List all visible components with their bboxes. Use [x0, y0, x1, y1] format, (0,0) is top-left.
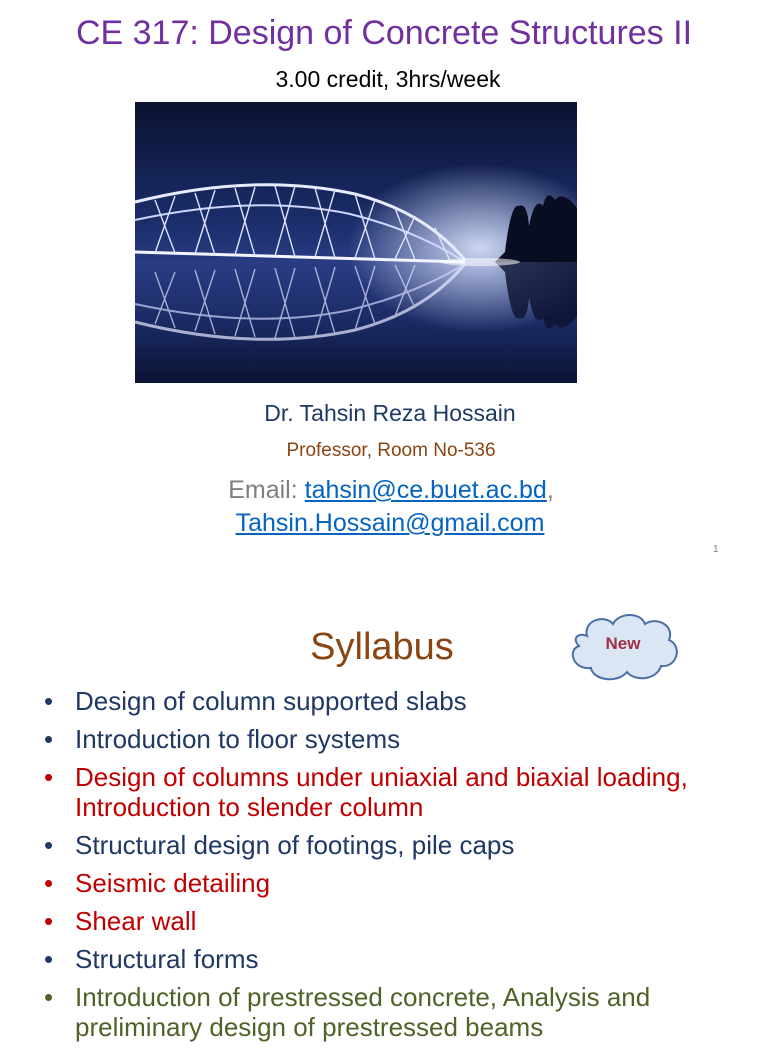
- syllabus-item: [44, 944, 764, 974]
- email-line-secondary: [0, 509, 780, 538]
- email-link-secondary[interactable]: Tahsin.Hossain@gmail.com: [235, 509, 545, 537]
- email-separator: ,: [546, 476, 554, 504]
- syllabus-item-text: Seismic detailing: [75, 868, 271, 898]
- syllabus-item-text: Introduction of prestressed concrete, Analysis and preliminary design of prestressed beams: [75, 982, 651, 1042]
- email-label: Email:: [228, 476, 305, 504]
- syllabus-item-text: Design of column supported slabs: [75, 686, 467, 716]
- bullet-glyph: •: [44, 944, 54, 974]
- syllabus-title: Syllabus: [310, 626, 454, 668]
- syllabus-list: [44, 686, 764, 1050]
- syllabus-item: [44, 762, 764, 822]
- new-badge: [565, 608, 683, 684]
- bullet-glyph: •: [44, 982, 54, 1012]
- instructor-name: Dr. Tahsin Reza Hossain: [264, 400, 516, 426]
- email-link-primary[interactable]: tahsin@ce.buet.ac.bd: [304, 476, 547, 504]
- syllabus-item-text: Shear wall: [75, 906, 197, 936]
- bullet-glyph: •: [44, 830, 54, 860]
- bullet-glyph: •: [44, 686, 54, 716]
- syllabus-item-text: Structural design of footings, pile caps: [75, 830, 515, 860]
- syllabus-item-text: Design of columns under uniaxial and biaxial loading, Introduction to slender column: [75, 762, 688, 822]
- slide-separator: [0, 576, 768, 586]
- syllabus-slide: [0, 586, 768, 1042]
- bullet-glyph: •: [44, 762, 54, 792]
- instructor-position: Professor, Room No-536: [286, 440, 496, 461]
- syllabus-item: [44, 906, 764, 936]
- page-number: 1: [713, 544, 719, 555]
- bridge-photo: [135, 102, 577, 383]
- badge-label: New: [605, 634, 641, 653]
- course-title: CE 317: Design of Concrete Structures II: [75, 14, 693, 52]
- bullet-glyph: •: [44, 868, 54, 898]
- course-credit: 3.00 credit, 3hrs/week: [275, 66, 501, 92]
- syllabus-item: [44, 830, 764, 860]
- syllabus-item: [44, 982, 764, 1042]
- syllabus-item: [44, 868, 764, 898]
- email-line: [0, 476, 782, 505]
- syllabus-item: [44, 686, 764, 716]
- syllabus-item: [44, 724, 764, 754]
- bullet-glyph: •: [44, 724, 54, 754]
- syllabus-item-text: Structural forms: [75, 944, 259, 974]
- bullet-glyph: •: [44, 906, 54, 936]
- syllabus-item-text: Introduction to floor systems: [75, 724, 401, 754]
